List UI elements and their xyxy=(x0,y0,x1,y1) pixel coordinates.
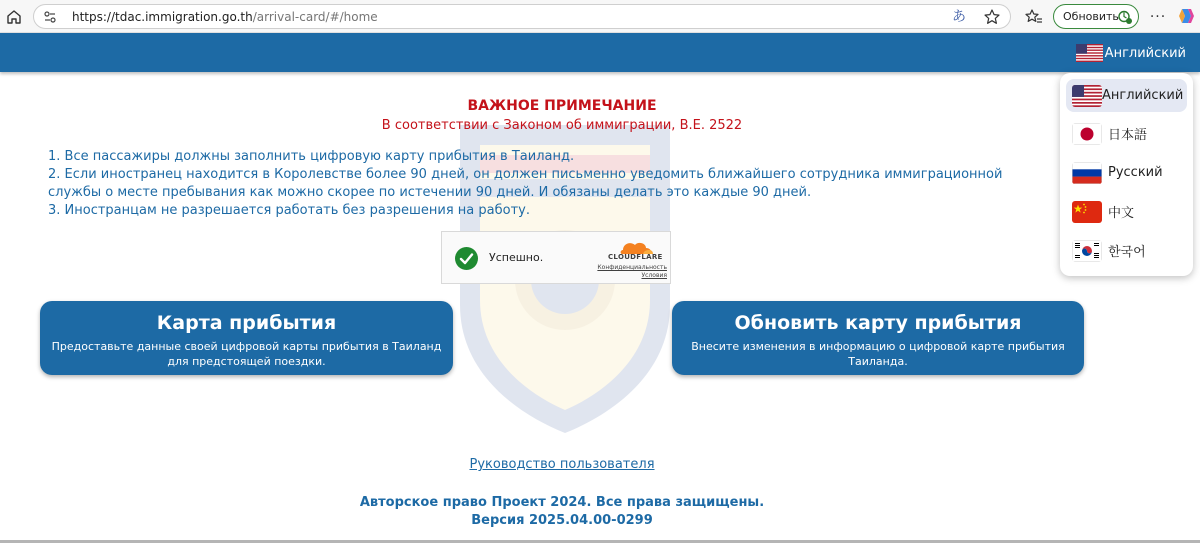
update-label: Обновить xyxy=(1063,10,1119,23)
language-selector-label: Английский xyxy=(1104,45,1186,61)
user-guide-link[interactable]: Руководство пользователя xyxy=(469,457,655,472)
captcha-status: Успешно. xyxy=(489,251,544,264)
language-option-label: 中文 xyxy=(1108,206,1135,221)
home-icon[interactable] xyxy=(4,7,24,27)
card-description: Предоставьте данные своей цифровой карты прибытия в Таиланд для предстоящей поездки. xyxy=(51,340,442,368)
language-option-label: Английский xyxy=(1102,88,1184,103)
card-description: Внесите изменения в информацию о цифровой карте прибытия Таиланда. xyxy=(691,340,1065,368)
notice-subtitle: В соответствии с Законом об иммиграции, B.E. 2522 xyxy=(381,118,743,133)
russia-flag-icon xyxy=(1072,162,1102,184)
translate-icon[interactable]: あ xyxy=(952,9,966,25)
address-bar[interactable] xyxy=(33,4,1011,29)
language-dropdown xyxy=(1060,73,1193,276)
language-option-label: Русский xyxy=(1108,165,1163,180)
update-icon xyxy=(1117,9,1132,24)
notice-list xyxy=(48,148,1048,220)
language-option-russian[interactable] xyxy=(1066,156,1187,189)
captcha-privacy-link[interactable]: Конфиденциальность xyxy=(597,264,667,271)
notice-item: 2. Если иностранец находится в Королевстве более 90 дней, он должен письменно уведомить ближайшего сотрудника иммиграционной службы о месте пребывания как можно скорее по истечении 90 дней. И обязаны делать это каждые 90 дней. xyxy=(48,167,1003,200)
us-flag-icon xyxy=(1072,85,1102,107)
china-flag-icon xyxy=(1072,201,1102,223)
star-icon[interactable] xyxy=(982,7,1002,27)
site-header xyxy=(0,33,1200,72)
language-option-english[interactable] xyxy=(1066,79,1187,112)
browser-update-button[interactable] xyxy=(1053,4,1139,29)
language-option-chinese[interactable] xyxy=(1066,195,1187,228)
url-path: /arrival-card/#/home xyxy=(252,10,378,24)
captcha-terms-link[interactable]: Условия xyxy=(641,272,667,279)
favorites-icon[interactable] xyxy=(1024,7,1044,27)
language-selector[interactable] xyxy=(1076,43,1186,63)
notice-item: 3. Иностранцам не разрешается работать без разрешения на работу. xyxy=(48,203,530,218)
copyright-text: Авторское право Проект 2024. Все права защищены. xyxy=(359,495,765,510)
language-option-japanese[interactable] xyxy=(1066,117,1187,150)
language-option-label: 한국어 xyxy=(1108,245,1146,260)
url-text[interactable] xyxy=(72,10,378,24)
language-option-korean[interactable] xyxy=(1066,234,1187,267)
notice-item: 1. Все пассажиры должны заполнить цифровую карту прибытия в Таиланд. xyxy=(48,149,575,164)
copilot-icon[interactable] xyxy=(1176,6,1196,26)
korea-flag-icon xyxy=(1072,240,1102,262)
browser-toolbar xyxy=(0,0,1200,33)
language-option-label: 日本語 xyxy=(1108,128,1148,143)
site-info-icon[interactable] xyxy=(42,9,58,25)
cloudflare-brand: CLOUDFLARE xyxy=(608,253,663,261)
notice-title: ВАЖНОЕ ПРИМЕЧАНИЕ xyxy=(467,98,657,114)
japan-flag-icon xyxy=(1072,123,1102,145)
cloudflare-captcha-widget xyxy=(441,231,671,284)
us-flag-icon xyxy=(1076,44,1103,62)
update-arrival-card-button[interactable] xyxy=(672,301,1084,375)
arrival-card-button[interactable] xyxy=(40,301,453,375)
card-title: Карта прибытия xyxy=(156,312,337,334)
version-text: Версия 2025.04.00-0299 xyxy=(471,513,653,528)
url-host: https://tdac.immigration.go.th xyxy=(72,10,253,24)
more-icon[interactable]: ··· xyxy=(1149,9,1167,25)
card-title: Обновить карту прибытия xyxy=(734,312,1022,334)
success-check-icon xyxy=(455,247,478,270)
